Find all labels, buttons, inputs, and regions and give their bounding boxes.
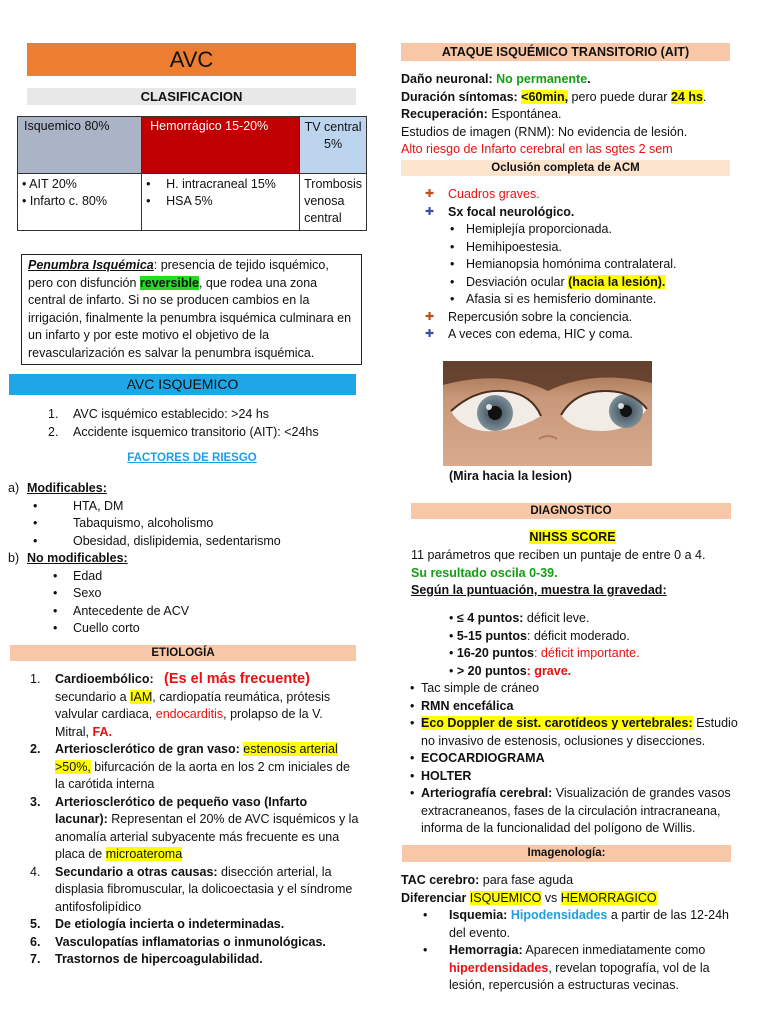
sub-item: • Desviación ocular (hacia la lesión). <box>450 274 666 289</box>
sub-item: • Hemianopsia homónima contralateral. <box>425 256 745 274</box>
list-item: • HTA, DM <box>33 498 124 513</box>
header-tv-central <box>300 117 367 174</box>
ait-highlight: <60min, <box>521 89 569 104</box>
nihss-text: 11 parámetros que reciben un puntaje de entre 0 a 4. <box>411 548 706 562</box>
etio-item-3: 3. Arteriosclerótico de pequeño vaso (Infarto lacunar): Representan el 20% de AVC isquémicos y la anomalía arterial subyacente más frecuente es una placa de microateroma <box>30 794 359 861</box>
etio-1-endo: endocarditis <box>155 707 224 721</box>
photo-caption-text: (Mira hacia la lesion) <box>449 469 572 483</box>
nihss-line-2 <box>411 565 746 583</box>
classification-table <box>17 116 367 231</box>
ait-line-1 <box>401 71 746 89</box>
cross-icon: ✚ <box>425 328 435 340</box>
list-item <box>425 186 745 204</box>
ait-line-2 <box>401 89 746 107</box>
imagenologia-header <box>402 845 731 862</box>
score-text: déficit leve. <box>523 611 590 625</box>
etiologia-label: ETIOLOGÍA <box>151 647 215 659</box>
item-text: Antecedente de ACV <box>73 603 190 618</box>
clasificacion-header <box>27 88 356 105</box>
cross-icon: ✚ <box>425 188 435 200</box>
penumbra-highlight: reversible <box>139 275 199 290</box>
score-text: : déficit moderado. <box>527 628 630 643</box>
eye-photo <box>443 361 652 466</box>
list-item: • Edad <box>53 568 103 583</box>
ait-text: Espontánea. <box>487 107 562 121</box>
penumbra-text-1: : presencia de tejido isquémico, pero con disfunción <box>28 258 329 290</box>
item-label: Arteriografía cerebral: <box>421 786 553 800</box>
nihss-title-text: NIHSS SCORE <box>529 530 616 544</box>
modificables-label: Modificables: <box>27 481 107 495</box>
header-isquemico <box>18 117 142 174</box>
cell-hemorragico <box>142 174 300 231</box>
item-text: Obesidad, dislipidemia, sedentarismo <box>73 533 281 548</box>
tac-label: TAC cerebro: <box>401 873 480 887</box>
imagenologia-label: Imagenología: <box>527 847 606 859</box>
etio-1-title: Cardioembólico: <box>55 672 154 686</box>
item-text: Hemiplejía proporcionada. <box>466 222 612 236</box>
imagenologia-info <box>401 872 746 995</box>
list-item: 2. Accidente isquemico transitorio (AIT): <24hs <box>48 424 319 439</box>
item-text: H. intracraneal 15% <box>166 177 276 191</box>
diag-list <box>410 680 746 838</box>
penumbra-text-2: , que rodea una zona central de infarto. Si no se producen cambios en la irrigación, finalmente la penumbra isquémica culminara en un infarto y por este motivo el objetivo de la revascularización es salvar la penumbra isquémica. <box>28 275 352 360</box>
nihss-info <box>411 547 746 600</box>
ait-value: No permanente <box>496 72 588 86</box>
etiologia-header <box>10 645 356 661</box>
hemorragia-item: • Hemorragia: Aparecen inmediatamente como hiperdensidades, revelan topografía, vol de la lesión, repercusión a estructuras vecinas. <box>423 943 710 992</box>
hem-highlight: hiperdensidades <box>449 960 549 975</box>
ait-text: Estudios de imagen (RNM): No evidencia de lesión. <box>401 124 688 139</box>
list-item <box>425 204 745 222</box>
hem-label: Hemorragia: <box>449 943 523 957</box>
etio-3-highlight: microateroma <box>105 847 183 861</box>
dif-highlight: ISQUEMICO <box>469 890 542 905</box>
item-text: HTA, DM <box>73 498 124 513</box>
etio-1-iam: IAM <box>130 689 153 704</box>
list-marker: b) <box>8 551 20 565</box>
item-text: Sx focal neurológico. <box>448 204 575 219</box>
avc-isquemico-header <box>9 374 356 395</box>
item-text: Tabaquismo, alcoholismo <box>73 516 214 530</box>
hem-text: , revelan topografía, vol de la lesión, repercusión a estructuras vecinas. <box>449 960 710 992</box>
item-text: Trombosis venosa central <box>304 177 362 225</box>
etio-1-freq: (Es el más frecuente) <box>164 671 310 687</box>
ait-label: Duración síntomas: <box>401 89 522 104</box>
isq-label: Isquemia: <box>449 908 508 922</box>
diferenciar-line <box>401 890 746 908</box>
item-text: Visualización de grandes vasos extracraneanos, fases de la circulación intracraneana, informa de la funcionalidad del polígono de Willis. <box>421 786 731 835</box>
ait-line-4 <box>401 124 746 142</box>
item-highlight: Eco Doppler de sist. carotídeos y vertebrales: <box>421 716 693 730</box>
cross-icon: ✚ <box>425 310 435 323</box>
ait-header-label: ATAQUE ISQUÉMICO TRANSITORIO (AIT) <box>441 45 690 59</box>
header-hemorragico <box>142 117 300 174</box>
item-text: AIT 20% <box>29 177 77 191</box>
avc-isquemico-list <box>48 406 358 441</box>
score-label: > 20 puntos <box>456 663 527 678</box>
score-item: • 16-20 puntos: déficit importante. <box>449 646 640 660</box>
score-item: • > 20 puntos: grave. <box>449 663 572 678</box>
item-highlight: (hacia la lesión). <box>568 274 666 289</box>
etio-item-2: 2. Arteriosclerótico de gran vaso: estenosis arterial >50%, bifurcación de la aorta en los 2 cm iniciales de la carótida interna <box>30 742 350 791</box>
item-text: Edad <box>73 568 103 583</box>
etio-1-text-b: , cardiopatía reumática, prótesis valvular cardiaca, <box>55 689 331 721</box>
nihss-line-1 <box>411 547 746 565</box>
scores-list <box>449 610 749 680</box>
item-text: Hemianopsia homónima contralateral. <box>466 257 677 271</box>
cell-tv-central <box>300 174 367 231</box>
acm-header-label: Oclusión completa de ACM <box>491 162 640 174</box>
hem-text: Aparecen inmediatamente como <box>522 943 706 957</box>
ait-line-5 <box>401 141 746 159</box>
nihss-text: Su resultado oscila 0-39. <box>411 565 558 580</box>
item-text: HSA 5% <box>166 194 213 208</box>
diag-item: • RMN encefálica <box>410 698 746 716</box>
score-label: 5-15 puntos <box>456 628 528 643</box>
item-text: AVC isquémico establecido: >24 hs <box>73 407 270 421</box>
etio-5-text: De etiología incierta o indeterminadas. <box>55 917 285 931</box>
diagnostico-label: DIAGNOSTICO <box>530 505 612 517</box>
avc-isquemico-label: AVC ISQUEMICO <box>126 376 239 392</box>
isquemia-item: • Isquemia: Hipodensidades a partir de las 12-24h del evento. <box>423 908 729 940</box>
etiologia-list <box>30 671 360 969</box>
sub-item: • Hemihipoestesia. <box>425 239 745 257</box>
item-text: Afasia si es hemisferio dominante. <box>466 292 657 306</box>
ait-end: . <box>702 89 707 104</box>
etio-1-fa: FA. <box>92 724 112 739</box>
list-item: • Cuello corto <box>53 621 140 635</box>
etio-1-text-a: secundario a <box>55 689 131 704</box>
list-item <box>425 326 745 344</box>
item-text: Hemihipoestesia. <box>466 239 562 254</box>
nihss-line-3 <box>411 582 746 600</box>
ait-text: pero puede durar <box>568 89 671 104</box>
dif-highlight: HEMORRAGICO <box>560 890 657 905</box>
diag-item: • Arteriografía cerebral: Visualización de grandes vasos extracraneanos, fases de la circulación intracraneana, informa de la funcionalidad del polígono de Willis. <box>410 786 731 835</box>
isq-text: a partir de las 12-24h del evento. <box>449 908 729 940</box>
ait-end: . <box>587 72 591 86</box>
etio-3-text: Representan el 20% de AVC isquémicos y la anomalía arterial subyacente más frecuente es una placa de <box>55 812 359 861</box>
list-item <box>425 309 745 327</box>
list-item: • Sexo <box>53 586 102 600</box>
item-text: Cuello corto <box>73 621 140 635</box>
list-item: • Tabaquismo, alcoholismo <box>33 516 214 530</box>
cross-icon: ✚ <box>425 205 435 218</box>
etio-2-title: Arteriosclerótico de gran vaso: <box>55 742 244 756</box>
etio-6-text: Vasculopatías inflamatorias o inmunológicas. <box>55 934 326 949</box>
list-item: • AIT 20% <box>22 177 77 191</box>
ait-info <box>401 71 746 159</box>
diag-item: • HOLTER <box>410 768 746 786</box>
ait-highlight: 24 hs <box>670 89 703 104</box>
photo-caption <box>449 469 572 483</box>
score-text: : déficit importante. <box>533 646 640 660</box>
etio-item-5: 5. De etiología incierta o indeterminadas. <box>30 916 360 934</box>
avc-title: AVC <box>169 46 214 72</box>
list-item: • Antecedente de ACV <box>53 603 190 618</box>
penumbra-box <box>21 254 362 365</box>
diag-item: • Tac simple de cráneo <box>410 680 746 698</box>
etio-4-text: disección arterial, la displasia fibromuscular, la dolicoectasia y el síndrome antifosfolipídico <box>55 864 353 914</box>
header-hemorragico-text: Hemorrágico 15-20% <box>150 119 269 133</box>
avc-title-bar <box>27 43 356 76</box>
header-tv-central-text: TV central 5% <box>304 120 362 151</box>
no-modificables-heading <box>8 550 358 568</box>
item-text: RMN encefálica <box>421 698 514 713</box>
nihss-title <box>400 530 745 544</box>
etio-4-title: Secundario a otras causas: <box>55 864 218 879</box>
etio-1-text-c: , prolapso de la V. Mitral, <box>55 707 323 739</box>
header-isquemico-text: Isquemico 80% <box>24 119 110 133</box>
isq-highlight: Hipodensidades <box>510 908 608 922</box>
sub-item: • Afasia si es hemisferio dominante. <box>425 291 745 309</box>
etio-item-4: 4. Secundario a otras causas: disección arterial, la displasia fibromuscular, la dolicoectasia y el síndrome antifosfolipídico <box>30 864 353 914</box>
item-text: Tac simple de cráneo <box>421 681 540 695</box>
etio-2-text: bifurcación de la aorta en los 2 cm iniciales de la carótida interna <box>55 759 350 791</box>
sub-item: • Hemiplejía proporcionada. <box>425 221 745 239</box>
eye-photo-illustration <box>443 361 652 466</box>
list-item: • HSA 5% <box>146 194 213 208</box>
diag-item: • Eco Doppler de sist. carotídeos y vertebrales: Estudio no invasivo de estenosis, oclusiones y disecciones. <box>410 716 738 748</box>
list-item: • H. intracraneal 15% <box>146 177 276 191</box>
diagnostico-header <box>411 503 731 519</box>
modificables-heading <box>8 480 358 498</box>
item-text: A veces con edema, HIC y coma. <box>448 327 633 341</box>
acm-header <box>401 160 730 176</box>
ait-text: Alto riesgo de Infarto cerebral en las sgtes 2 sem <box>401 142 673 156</box>
dif-label: Diferenciar <box>401 890 470 905</box>
etio-2-highlight: estenosis arterial >50%, <box>55 742 338 774</box>
tac-line <box>401 872 746 890</box>
acm-list <box>425 186 745 344</box>
etio-3-title: Arteriosclerótico de pequeño vaso (Infarto lacunar): <box>55 794 308 826</box>
etio-item-7: 7. Trastornos de hipercoagulabilidad. <box>30 951 360 969</box>
list-item: 1. AVC isquémico establecido: >24 hs <box>48 407 270 421</box>
factores-title <box>0 452 384 464</box>
factores-list <box>8 480 358 638</box>
item-text: Cuadros graves. <box>448 187 540 201</box>
tac-text: para fase aguda <box>479 873 574 887</box>
list-item: • Obesidad, dislipidemia, sedentarismo <box>33 533 281 548</box>
score-label: ≤ 4 puntos: <box>456 611 524 625</box>
item-text: Sexo <box>73 586 102 600</box>
penumbra-term: Penumbra Isquémica <box>28 258 154 272</box>
ait-line-3 <box>401 106 746 124</box>
item-text: Desviación ocular <box>466 274 569 289</box>
nihss-text: Según la puntuación, muestra la gravedad: <box>411 583 667 597</box>
score-text: : grave. <box>526 663 572 678</box>
item-text: Repercusión sobre la conciencia. <box>448 309 633 324</box>
no-modificables-label: No modificables: <box>27 551 128 565</box>
item-text: Estudio no invasivo de estenosis, oclusiones y disecciones. <box>421 716 738 748</box>
cell-isquemico <box>18 174 142 231</box>
etio-item-1: 1. Cardioembólico: (Es el más frecuente) secundario a IAM, cardiopatía reumática, prótesis valvular cardiaca, endocarditis, prolapso de la V. Mitral, FA. <box>30 671 331 739</box>
ait-header <box>401 43 730 61</box>
list-item: • Infarto c. 80% <box>22 194 107 208</box>
factores-label: FACTORES DE RIESGO <box>127 452 257 464</box>
item-text: Infarto c. 80% <box>29 194 107 208</box>
dif-vs: vs <box>541 890 561 905</box>
diag-item: • ECOCARDIOGRAMA <box>410 750 746 768</box>
score-item: • ≤ 4 puntos: déficit leve. <box>449 611 590 625</box>
ait-label: Daño neuronal: <box>401 72 497 86</box>
item-text: Accidente isquemico transitorio (AIT): <24hs <box>73 424 319 439</box>
item-text: ECOCARDIOGRAMA <box>421 751 545 765</box>
etio-7-text: Trastornos de hipercoagulabilidad. <box>55 952 263 966</box>
ait-label: Recuperación: <box>401 107 488 121</box>
list-marker: a) <box>8 481 20 495</box>
score-item: • 5-15 puntos: déficit moderado. <box>449 628 630 643</box>
item-text: HOLTER <box>421 768 472 783</box>
clasificacion-label: CLASIFICACION <box>140 89 243 104</box>
score-label: 16-20 puntos <box>456 646 534 660</box>
etio-item-6: 6. Vasculopatías inflamatorias o inmunológicas. <box>30 934 360 952</box>
